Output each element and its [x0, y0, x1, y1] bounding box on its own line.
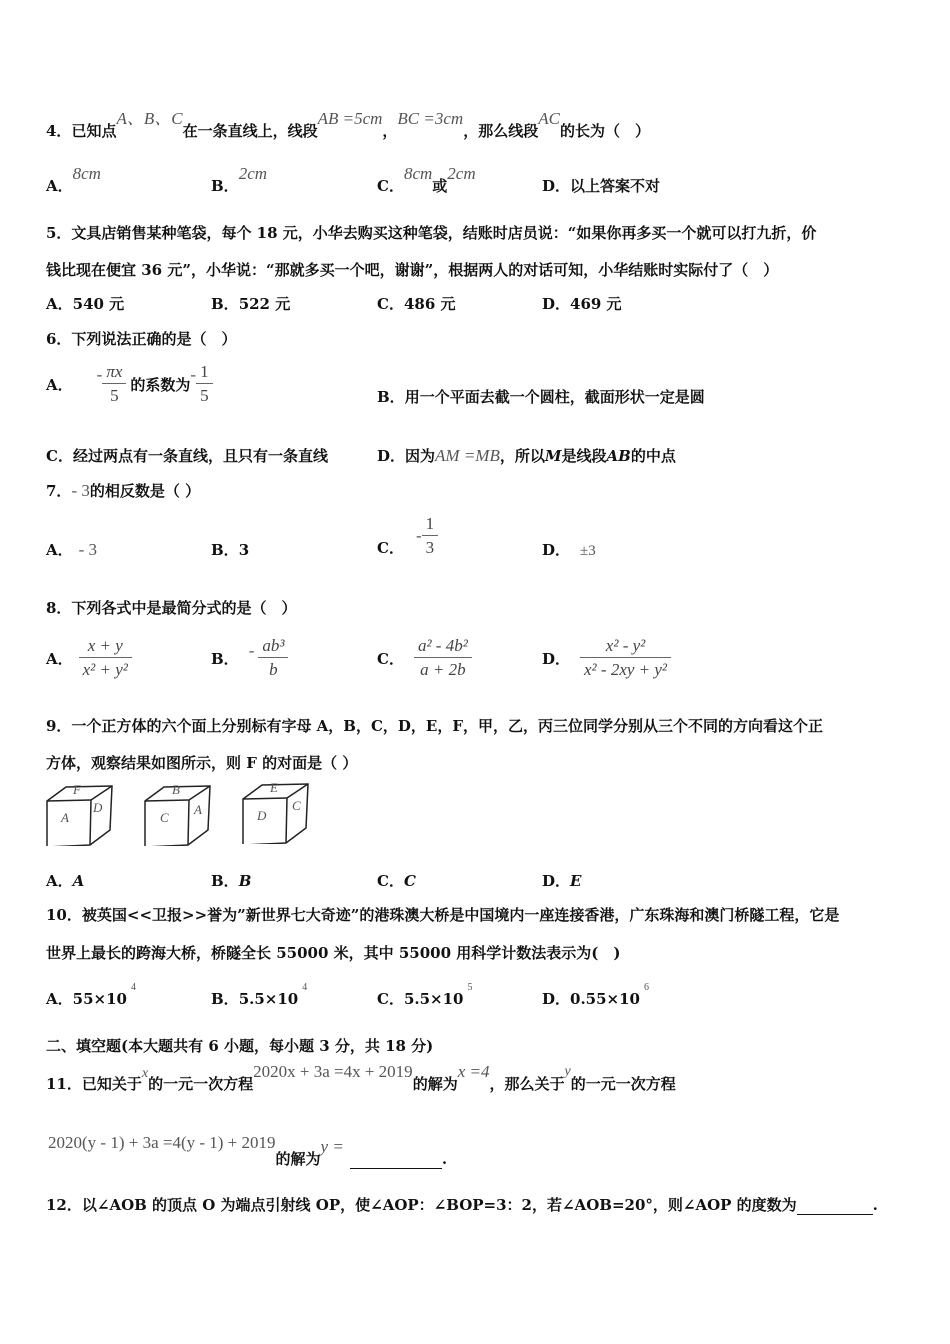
fraction: [422, 513, 439, 560]
q10-option-a[interactable]: [46, 982, 136, 1009]
option-text: 469 元: [570, 295, 622, 313]
q7-stem: [46, 480, 200, 501]
q6-option-d[interactable]: [377, 445, 676, 466]
q10-option-c[interactable]: [377, 982, 473, 1009]
q4-math-bc: BC =3cm: [397, 109, 464, 128]
question-11: [46, 1062, 676, 1094]
q11-math: y: [564, 1064, 571, 1079]
option-text: 540 元: [72, 295, 125, 313]
option-label: B．: [211, 649, 239, 668]
cube1-top-label: F: [73, 782, 81, 797]
q9-option-a[interactable]: [46, 870, 84, 891]
q8-option-c[interactable]: [377, 632, 472, 684]
option-label: A．: [46, 990, 73, 1008]
denominator: x² + y²: [82, 659, 128, 679]
option-label: C．: [46, 447, 73, 465]
q11-text: 的解为: [412, 1075, 458, 1093]
cube3-side-label: C: [292, 798, 301, 813]
option-math: AM =MB: [435, 446, 500, 465]
q11-text: ，那么关于: [489, 1075, 565, 1093]
fraction: [102, 361, 126, 408]
option-text: ，所以: [499, 447, 545, 465]
q6-option-c[interactable]: [46, 445, 328, 466]
q11-number: 11．: [46, 1075, 82, 1093]
q6-stem: 6．下列说法正确的是（ ）: [46, 330, 237, 348]
option-label: A．: [46, 541, 73, 559]
q9-stem-line1: 9．一个正方体的六个面上分别标有字母 A，B，C，D，E，F，甲，乙，丙三位同学分别从三个不同的方向看这个正: [46, 717, 824, 735]
option-text: 用一个平面去截一个圆柱，截面形状一定是圆: [404, 388, 705, 406]
q11-text: 已知关于: [81, 1075, 142, 1093]
option-text: 经过两点有一条直线，且只有一条直线: [72, 447, 328, 465]
minus-sign: -: [415, 526, 422, 545]
numerator: a² - 4b²: [414, 635, 472, 658]
denominator: 5: [110, 385, 119, 405]
denominator: b: [269, 659, 278, 679]
option-label: D．: [542, 541, 571, 559]
q10-option-d[interactable]: [542, 982, 649, 1009]
numerator: x² - y²: [580, 635, 671, 658]
option-math: AB: [606, 447, 631, 465]
option-label: C．: [377, 295, 404, 313]
q12-text: .: [872, 1196, 878, 1214]
q11-math-equation-y: 2020(y - 1) + 3a =4(y - 1) + 2019: [48, 1133, 276, 1152]
option-label: D．: [542, 295, 571, 313]
option-label: B．: [211, 872, 239, 890]
q6-option-a[interactable]: [46, 360, 213, 408]
option-text: 或: [432, 177, 448, 195]
q7-option-c[interactable]: [377, 512, 438, 560]
option-label: C．: [377, 649, 404, 668]
option-label: D．: [542, 649, 571, 668]
q4-math-points: A、B、C: [116, 109, 183, 128]
option-text: 是线段: [561, 447, 607, 465]
q11-math: y =: [320, 1137, 344, 1156]
q11-text: 的一元一次方程: [570, 1075, 676, 1093]
cube1-side-label: D: [93, 800, 103, 815]
option-label: A．: [46, 295, 73, 313]
option-math: 2cm: [447, 164, 476, 183]
q10-stem-line1: 10．被英国<<卫报>>誉为”新世界七大奇迹”的港珠澳大桥是中国境内一座连接香港，广东珠海和澳门桥隧工程，它是: [46, 906, 840, 924]
q9-option-b[interactable]: [211, 870, 251, 891]
q6-option-b[interactable]: [377, 386, 705, 407]
denominator: a + 2b: [420, 659, 466, 679]
option-label: C．: [377, 990, 404, 1008]
option-math: - 3: [78, 540, 98, 559]
option-label: B．: [377, 388, 405, 406]
q5-option-c[interactable]: [377, 293, 456, 314]
q9-option-c[interactable]: [377, 870, 416, 891]
option-value: B: [238, 872, 252, 890]
q4-text: ，那么线段: [463, 122, 539, 140]
option-label: A．: [46, 177, 73, 195]
q5-option-a[interactable]: [46, 293, 124, 314]
option-label: C．: [377, 872, 404, 890]
section-title-fill-in: 二、填空题(本大题共有 6 小题，每小题 3 分，共 18 分): [46, 1037, 434, 1055]
numerator: πx: [102, 361, 126, 384]
option-base: 5.5×10: [238, 990, 299, 1008]
option-text: 以上答案不对: [570, 177, 661, 195]
fraction: [258, 635, 288, 682]
numerator: ab³: [258, 635, 288, 658]
q11-text: 的一元一次方程: [148, 1075, 254, 1093]
numerator: 1: [196, 361, 213, 384]
fraction: [580, 635, 671, 682]
numerator: x + y: [79, 635, 132, 658]
option-label: D．: [377, 447, 406, 465]
q11-math-equation: 2020x + 3a =4x + 2019: [253, 1062, 413, 1081]
q5-stem-line2: 钱比现在便宜 36 元”，小华说：“那就多买一个吧，谢谢”，根据两人的对话可知，小华结账时实际付了（ ）: [46, 261, 779, 279]
cube2-side-label: A: [194, 802, 202, 817]
q4-math-ab: AB =5cm: [317, 109, 383, 128]
q7-option-a[interactable]: [46, 539, 97, 560]
denominator: x² - 2xy + y²: [584, 659, 668, 679]
q9-option-d[interactable]: [542, 870, 581, 891]
q4-option-c[interactable]: [377, 164, 476, 196]
cube2-front-label: C: [160, 810, 169, 825]
q4-option-b[interactable]: [211, 164, 268, 196]
option-math: ±3: [580, 543, 596, 559]
option-base: 0.55×10: [570, 990, 640, 1008]
denominator: 3: [425, 537, 435, 557]
fraction: [79, 635, 132, 682]
q7-number: 7．: [46, 482, 72, 500]
option-math: M: [544, 447, 562, 465]
option-text: 3: [238, 541, 250, 559]
option-label: A．: [46, 872, 73, 890]
q5-option-d[interactable]: [542, 293, 622, 314]
q4-text: 的长为（ ）: [559, 122, 650, 140]
q7-option-d[interactable]: [542, 539, 596, 560]
option-exponent: 6: [644, 982, 649, 993]
option-label: B．: [211, 990, 239, 1008]
q4-text: 在一条直线上，线段: [182, 122, 318, 140]
option-base: 5.5×10: [403, 990, 464, 1008]
minus-sign: -: [190, 365, 197, 384]
option-text: 的系数为: [130, 375, 191, 394]
denominator: 5: [200, 385, 209, 405]
q7-math: - 3: [71, 481, 90, 500]
q11-text: .: [441, 1150, 448, 1168]
q4-option-d[interactable]: [542, 175, 660, 196]
q9-stem-line2: 方体，观察结果如图所示，则 F 的对面是（ ）: [46, 754, 358, 772]
q11-line2: [48, 1133, 448, 1169]
numerator: 1: [422, 513, 439, 536]
q10-option-b[interactable]: [211, 982, 308, 1009]
q8-option-d[interactable]: [542, 632, 671, 684]
q11-math: x: [141, 1066, 149, 1081]
option-label: D．: [542, 990, 571, 1008]
minus-sign: -: [96, 365, 103, 384]
fraction: [414, 635, 472, 682]
q11-answer-blank[interactable]: [350, 1150, 442, 1169]
option-label: D．: [542, 872, 571, 890]
option-text: 486 元: [403, 295, 456, 313]
q5-stem-line1: 5．文具店销售某种笔袋，每个 18 元，小华去购买这种笔袋，结账时店员说：“如果你再多买一个就可以打九折，价: [46, 224, 817, 242]
q8-option-b[interactable]: [211, 632, 288, 684]
q4-math-ac: AC: [538, 109, 560, 128]
option-label: B．: [211, 541, 239, 559]
q4-option-a[interactable]: [46, 164, 101, 196]
q7-text: 的相反数是（ ）: [89, 482, 201, 500]
option-value: E: [570, 872, 582, 890]
option-base: 55×10: [72, 990, 127, 1008]
option-math: 8cm: [403, 164, 433, 183]
option-exponent: 4: [130, 982, 136, 993]
question-4: [46, 109, 650, 141]
option-exponent: 4: [302, 982, 308, 993]
option-value: A: [72, 872, 85, 890]
q5-option-b[interactable]: [211, 293, 290, 314]
option-value: C: [403, 872, 416, 890]
fraction: [196, 361, 213, 408]
option-math: 8cm: [72, 164, 101, 183]
option-label: C．: [377, 538, 404, 557]
q4-text: 已知点: [71, 122, 117, 140]
q12-answer-blank[interactable]: [797, 1196, 873, 1215]
q11-math: x =4: [457, 1062, 490, 1081]
q4-text: ，: [382, 122, 398, 140]
option-text: 522 元: [238, 295, 291, 313]
q4-number: 4．: [46, 122, 72, 140]
question-12: [46, 1194, 878, 1215]
option-label: C．: [377, 177, 404, 195]
q8-option-a[interactable]: [46, 632, 132, 684]
q10-stem-line2: 世界上最长的跨海大桥，桥隧全长 55000 米，其中 55000 用科学计数法表示为( ): [46, 944, 621, 962]
q11-text: 的解为: [275, 1150, 321, 1168]
cube1-front-label: A: [61, 810, 69, 825]
cube3-top-label: E: [270, 780, 278, 795]
option-label: B．: [211, 295, 239, 313]
q8-stem: 8．下列各式中是最简分式的是（ ）: [46, 599, 297, 617]
q12-text: 12．以∠AOB 的顶点 O 为端点引射线 OP，使∠AOP：∠BOP=3：2，若∠AOB=20°，则∠AOP 的度数为: [46, 1196, 797, 1214]
option-label: A．: [46, 649, 73, 668]
option-label: A．: [46, 375, 73, 394]
cube3-front-label: D: [257, 808, 267, 823]
minus-sign: -: [248, 641, 255, 660]
option-label: B．: [211, 177, 239, 195]
option-exponent: 5: [467, 982, 473, 993]
cube2-top-label: B: [172, 782, 180, 797]
option-math: 2cm: [238, 164, 268, 183]
option-label: D．: [542, 177, 571, 195]
q7-option-b[interactable]: [211, 539, 249, 560]
option-text: 因为: [405, 447, 436, 465]
option-text: 的中点: [630, 447, 676, 465]
